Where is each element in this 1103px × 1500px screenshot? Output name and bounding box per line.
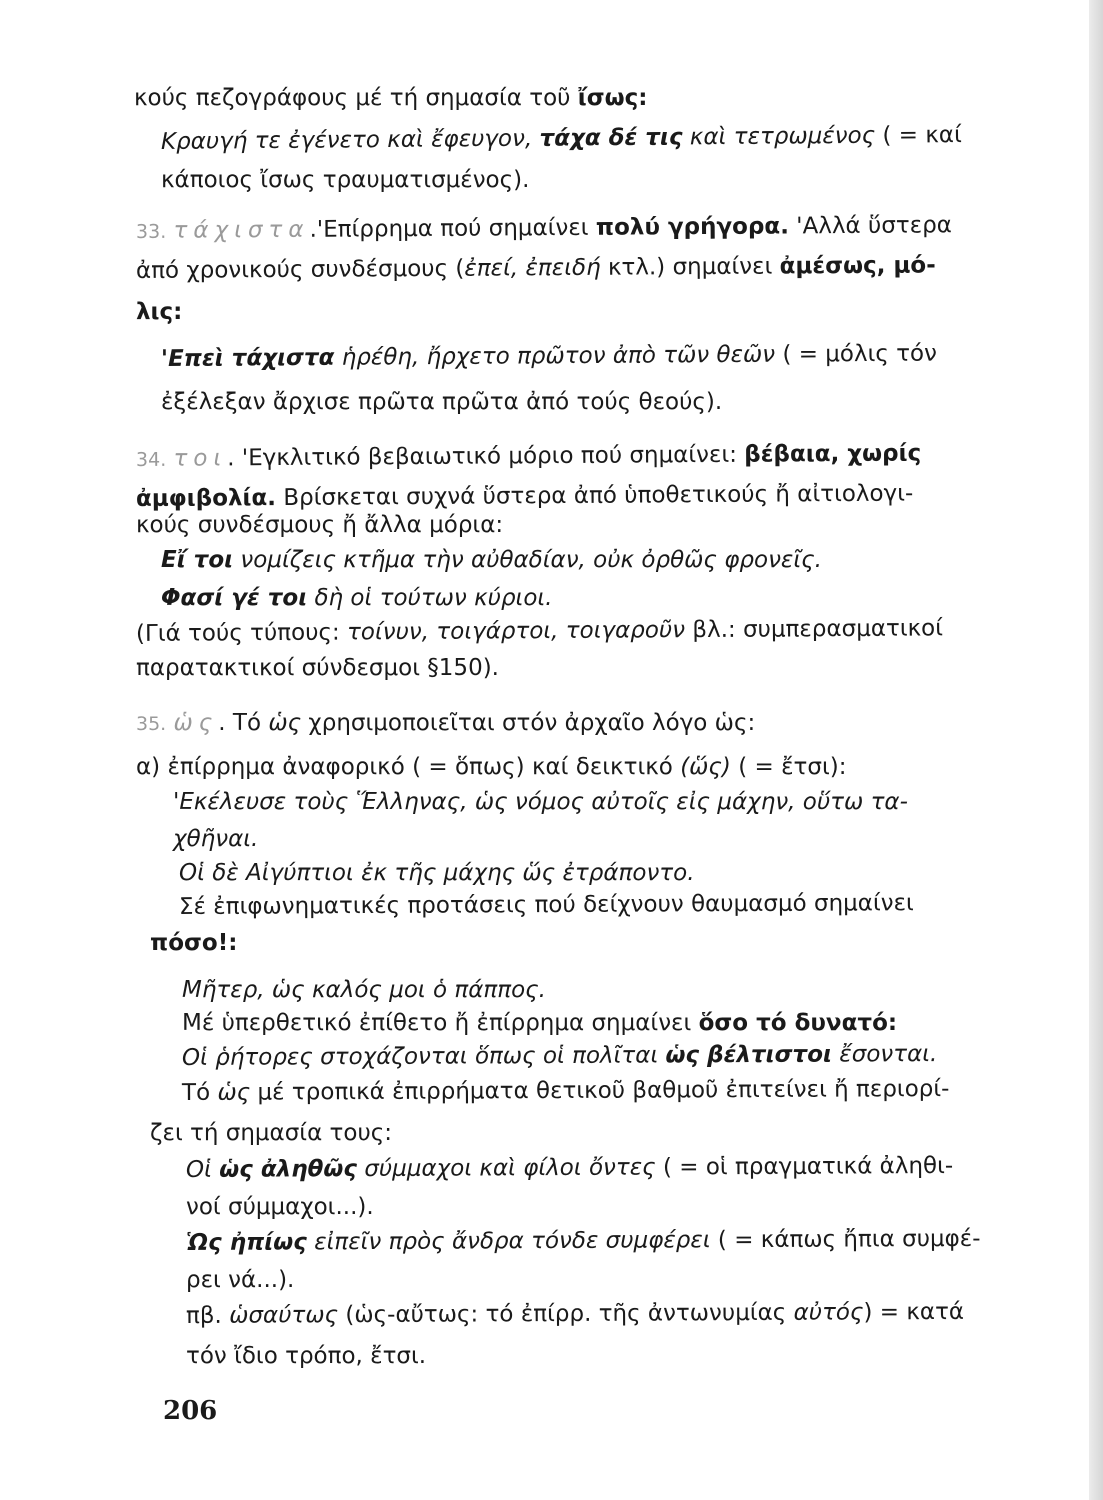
- section-number: 34.: [135, 448, 167, 471]
- bold-term: βέβαια, χωρίς: [744, 440, 922, 468]
- bold-term: ἀμφιβολία.: [135, 485, 277, 512]
- text-line: [161, 542, 822, 578]
- text-line: [161, 384, 722, 420]
- italic-term: ὡσαύτως: [229, 1302, 339, 1329]
- bold-term: πόσο!:: [150, 930, 238, 956]
- bold-italic-term: Ὡς ἠπίως: [185, 1229, 307, 1256]
- bold-term: ἴσως:: [577, 85, 648, 111]
- text-line: [179, 855, 695, 891]
- text-run: ) = κατά: [863, 1298, 965, 1326]
- text-line: [161, 162, 529, 198]
- italic-term: ἐπεί, ἐπειδή: [464, 254, 601, 282]
- text-line: [150, 925, 237, 961]
- text-run: ( = καί: [875, 122, 962, 149]
- text-line: [161, 336, 937, 377]
- example-text: ἔσονται.: [831, 1041, 938, 1068]
- text-line: [150, 1115, 392, 1151]
- text-line: [136, 650, 499, 686]
- text-line: [173, 784, 908, 820]
- text-run: ( = οἱ πραγματικά ἀληθι-: [655, 1152, 954, 1181]
- text-run: ἐξέλεξαν ἄρχισε πρῶτα πρῶτα ἀπό τούς θεούς).: [161, 389, 723, 415]
- text-run: νοί σύμμαχοι...).: [186, 1194, 374, 1220]
- example-text: Οἱ: [185, 1156, 220, 1183]
- text-run: Τό: [181, 1079, 218, 1106]
- text-line: [182, 1005, 897, 1041]
- text-line: [161, 580, 553, 616]
- text-run: ζει τή σημασία τους:: [150, 1120, 393, 1146]
- example-text: δὴ οἱ τούτων κύριοι.: [307, 585, 553, 611]
- section-heading-33: [136, 207, 952, 250]
- example-text: σύμμαχοι καὶ φίλοι ὄντες: [356, 1154, 656, 1183]
- text-run: (Γιά τούς τύπους:: [135, 619, 348, 647]
- text-run: πβ.: [185, 1302, 230, 1329]
- section-headword: ὡς: [173, 710, 219, 736]
- text-line: [186, 1262, 294, 1298]
- text-line: [186, 1294, 964, 1334]
- text-run: α) ἐπίρρημα ἀναφορικό ( = ὅπως) καί δεικτικό: [136, 754, 681, 780]
- section-heading-34: [136, 436, 921, 478]
- text-run: τόν ἴδιο τρόπο, ἔτσι.: [186, 1343, 427, 1369]
- italic-term: ὡς: [268, 710, 302, 736]
- text-run: ρει νά...).: [186, 1267, 295, 1293]
- text-run: (ὡς-αὔτως: τό ἐπίρρ. τῆς ἀντωνυμίας: [338, 1299, 794, 1329]
- section-heading-35: [136, 705, 755, 742]
- bold-italic-term: Φασί γέ τοι: [161, 585, 308, 611]
- text-line: [186, 1189, 374, 1225]
- text-line: [182, 1036, 937, 1076]
- page-edge-shadow: [1089, 0, 1103, 1500]
- text-run: 'Αλλά ὕστερα: [788, 212, 953, 240]
- text-run: ἀπό χρονικούς συνδέσμους (: [135, 255, 465, 284]
- text-line: [136, 247, 936, 289]
- example-text: 'Εκέλευσε τοὺς Ἕλληνας, ὡς νόμος αὐτοῖς εἰς μάχην, οὕτω τα-: [173, 789, 908, 815]
- bold-italic-term: Εἴ τοι: [161, 547, 234, 573]
- italic-term: ὡς: [217, 1079, 251, 1106]
- example-text: Οἱ δὲ Αἰγύπτιοι ἐκ τῆς μάχης ὥς ἐτράποντο.: [179, 860, 695, 886]
- example-text: ἡρέθη, ἤρχετο πρῶτον ἀπὸ τῶν θεῶν: [334, 341, 776, 371]
- text-run: ( = ἔτσι):: [730, 754, 847, 780]
- text-line: [136, 749, 846, 785]
- example-text: νομίζεις κτῆμα τὴν αὐθαδίαν, οὐκ ὀρθῶς φρονεῖς.: [233, 547, 822, 573]
- bold-italic-term: ὡς ἀληθῶς: [219, 1156, 358, 1183]
- text-run: βλ.: συμπερασματικοί: [684, 615, 944, 644]
- example-text: χθῆναι.: [173, 826, 259, 852]
- text-line: [161, 117, 962, 160]
- text-run: κάποιος ἴσως τραυματισμένος).: [161, 167, 530, 193]
- text-line: [186, 1221, 981, 1261]
- text-run: Βρίσκεται συχνά ὕστερα ἀπό ὑποθετικούς ἤ αἰτιολογι-: [275, 480, 914, 512]
- section-number: 35.: [136, 713, 167, 735]
- text-run: ( = μόλις τόν: [774, 340, 938, 368]
- example-text: εἰπεῖν πρὸς ἄνδρα τόνδε συμφέρει: [306, 1227, 711, 1256]
- text-run: μέ τροπικά ἐπιρρήματα θετικοῦ βαθμοῦ ἐπιτείνει ἤ περιορί-: [250, 1075, 950, 1106]
- example-text: Οἱ ῥήτορες στοχάζονται ὅπως οἱ πολῖται: [181, 1042, 666, 1071]
- text-line: [186, 1338, 426, 1374]
- text-run: .'Επίρρημα πού σημαίνει: [309, 214, 596, 243]
- bold-italic-term: 'Επεὶ τάχιστα: [160, 344, 335, 372]
- text-line: [182, 972, 546, 1008]
- example-text: Μῆτερ, ὡς καλός μοι ὁ πάππος.: [182, 977, 546, 1003]
- bold-term: πολύ γρήγορα.: [595, 213, 790, 241]
- text-line: [136, 507, 503, 543]
- text-run: Σέ ἐπιφωνηματικές προτάσεις πού δείχνουν θαυμασμό σημαίνει: [178, 890, 914, 920]
- text-line: [134, 80, 647, 116]
- section-number: 33.: [135, 220, 167, 243]
- example-text: καὶ τετρωμένος: [682, 122, 876, 151]
- italic-term: αὐτός: [793, 1299, 864, 1326]
- section-headword: τοι: [173, 445, 228, 472]
- text-line: [182, 1071, 950, 1111]
- text-line: [173, 821, 258, 857]
- section-headword: τάχιστα: [173, 216, 310, 244]
- text-run: Μέ ὑπερθετικό ἐπίθετο ἤ ἐπίρρημα σημαίνει: [182, 1010, 699, 1036]
- text-run: ( = κάπως ἤπια συμφέ-: [710, 1225, 981, 1254]
- bold-italic-term: ὡς βέλτιστοι: [665, 1041, 833, 1069]
- text-run: χρησιμοποιεῖται στόν ἀρχαῖο λόγο ὡς:: [301, 710, 756, 736]
- italic-term: τοίνυν, τοιγάρτοι, τοιγαροῦν: [346, 617, 686, 646]
- page-number: 206: [163, 1396, 218, 1426]
- text-line: [136, 610, 943, 652]
- bold-term: λις:: [136, 299, 183, 325]
- example-text: Κραυγή τε ἐγένετο καὶ ἔφευγον,: [160, 125, 540, 155]
- text-run: κούς πεζογράφους μέ τή σημασία τοῦ: [134, 85, 578, 111]
- bold-italic-term: τάχα δέ τις: [539, 124, 683, 152]
- text-run: . 'Εγκλιτικό βεβαιωτικό μόριο πού σημαίνει:: [227, 441, 745, 472]
- text-run: . Τό: [218, 710, 269, 736]
- text-line: [186, 1148, 953, 1188]
- text-line: [136, 294, 182, 330]
- text-run: παρατακτικοί σύνδεσμοι §150).: [136, 655, 499, 681]
- italic-term: (ὥς): [680, 754, 731, 780]
- text-run: κτλ.) σημαίνει: [600, 253, 780, 281]
- text-line: [179, 885, 914, 925]
- bold-term: ἀμέσως, μό-: [779, 252, 936, 280]
- bold-term: ὅσο τό δυνατό:: [698, 1010, 898, 1036]
- text-run: κούς συνδέσμους ἤ ἄλλα μόρια:: [136, 512, 504, 538]
